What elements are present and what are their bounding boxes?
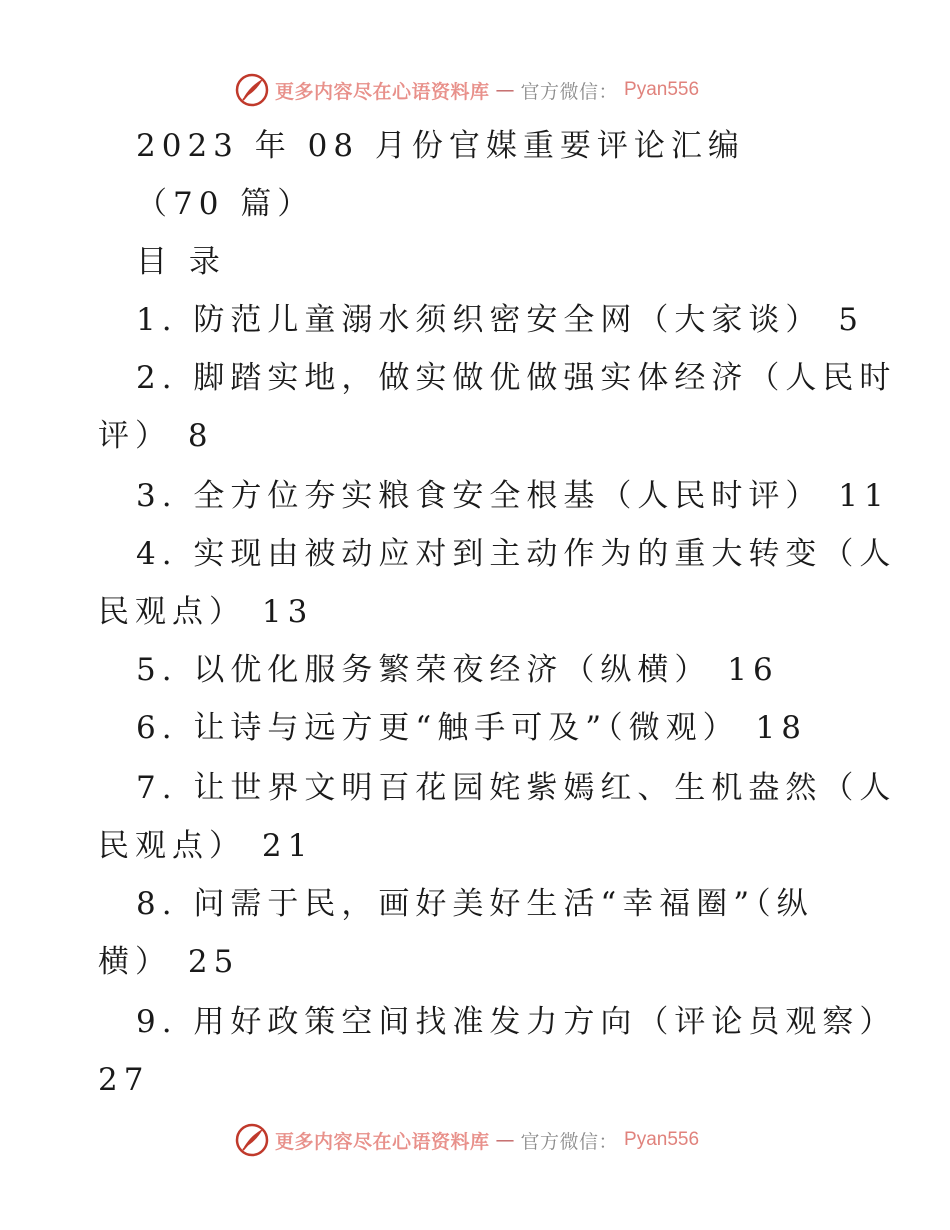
toc-entry-continuation[interactable]: 横） 25 [98,944,240,980]
toc-entry[interactable]: 8. 问需于民，画好美好生活“幸福圈”（纵 [136,886,814,922]
toc-entry[interactable]: 2. 脚踏实地，做实做优做强实体经济（人民时 [136,360,897,396]
toc-entry-continuation[interactable]: 评） 8 [98,418,214,454]
banner-wechat-label: 官方微信： [520,1130,619,1153]
toc-entry[interactable]: 4. 实现由被动应对到主动作为的重大转变（人 [136,536,897,572]
toc-entry[interactable]: 1. 防范儿童溺水须织密安全网（大家谈） 5 [136,302,865,338]
banner-wechat-label: 官方微信： [520,80,619,103]
banner-wechat-id: Pyan556 [624,1129,700,1150]
header-watermark-banner [235,72,699,108]
feather-quill-logo-icon [235,73,269,107]
banner-wechat-id: Pyan556 [624,79,700,100]
banner-site-text: 更多内容尽在心语资料库 [275,80,490,103]
footer-watermark-banner [235,1122,699,1158]
toc-entry-continuation[interactable]: 民观点） 21 [98,828,314,864]
toc-entry[interactable]: 9. 用好政策空间找准发力方向（评论员观察） [136,1004,897,1040]
banner-dash: — [495,79,515,101]
toc-entry[interactable]: 3. 全方位夯实粮食安全根基（人民时评） 11 [136,478,890,514]
banner-site-text: 更多内容尽在心语资料库 [275,1130,490,1153]
feather-quill-logo-icon [235,1123,269,1157]
toc-entry-continuation[interactable]: 民观点） 13 [98,594,314,630]
toc-entry-continuation[interactable]: 27 [98,1062,150,1098]
toc-entry[interactable]: 5. 以优化服务繁荣夜经济（纵横） 16 [136,652,779,688]
toc-entry[interactable]: 7. 让世界文明百花园姹紫嫣红、生机盎然（人 [136,770,897,806]
toc-heading: 目 录 [136,244,226,280]
banner-dash: — [495,1129,515,1151]
document-title: 2023 年 08 月份官媒重要评论汇编 [136,128,745,164]
document-subtitle: （70 篇） [136,186,315,222]
toc-entry[interactable]: 6. 让诗与远方更“触手可及”（微观） 18 [136,710,807,746]
